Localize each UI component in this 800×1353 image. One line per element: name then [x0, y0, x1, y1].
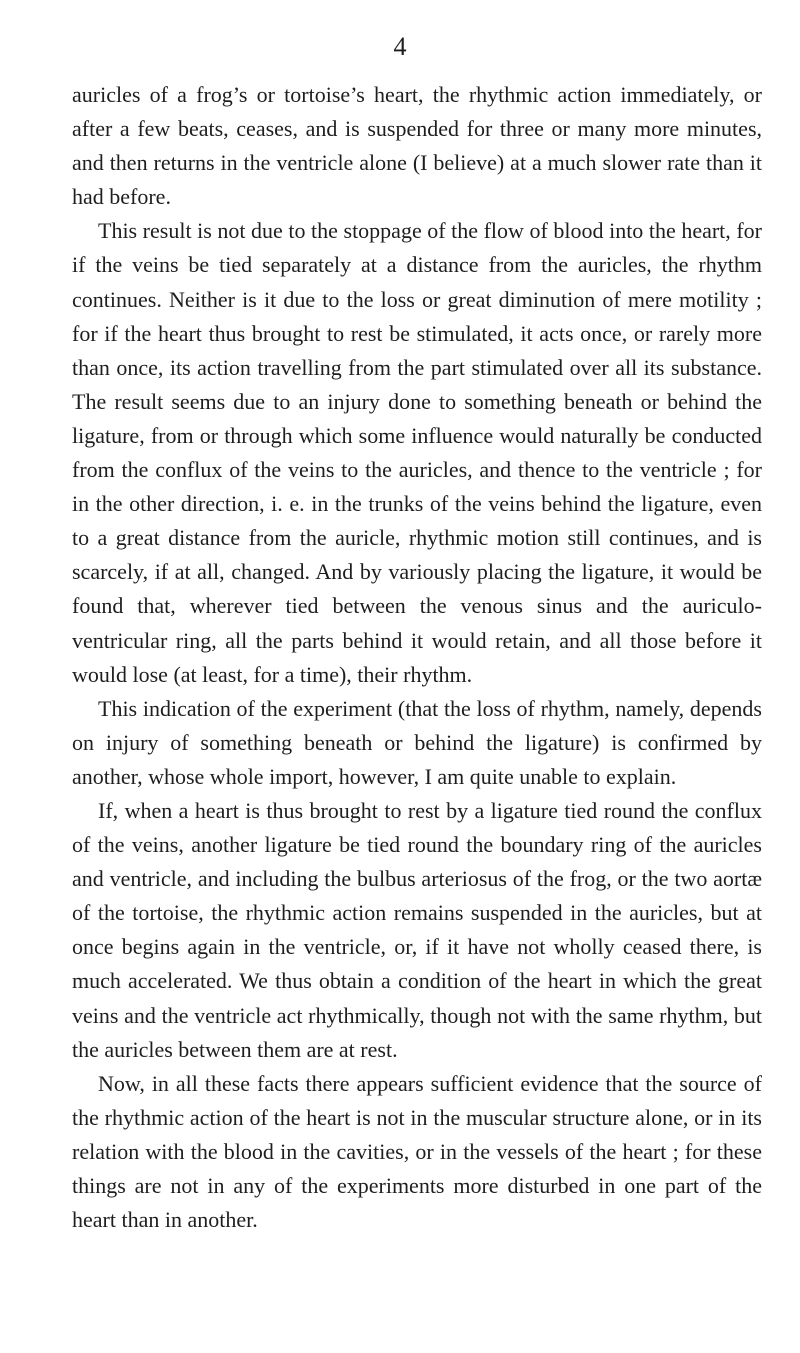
paragraph-1: auricles of a frog’s or tortoise’s heart, the rhythmic action immediately, or after a few beats, ceases, and is suspended for three or many more minutes, and then returns in the ventricle alone (I believe) at a much slower rate than it had before.: [72, 82, 762, 210]
paragraph-2: This result is not due to the stoppage of the flow of blood into the heart, for if the veins be tied separately at a distance from the auricles, the rhythm continues. Neither is it due to the loss or great diminution of mere motility ; for if the heart thus brought to rest be stimulated, it acts once, or rarely more than once, its action travelling from the part stimulated over all its substance. The result seems due to an injury done to something beneath or behind the ligature, from or through which some influence would naturally be conducted from the conflux of the veins to the auricles, and thence to the ventricle ; for in the other direction, i. e. in the trunks of the veins behind the ligature, even to a great distance from the auricle, rhythmic motion still continues, and is scarcely, if at all, changed. And by variously placing the ligature, it would be found that, wherever tied between the venous sinus and the auriculo-ventricular ring, all the parts behind it would retain, and all those before it would lose (at least, for a time), their rhythm.: [72, 218, 762, 687]
paragraph-5: Now, in all these facts there appears sufficient evidence that the source of the rhythmic action of the heart is not in the muscular structure alone, or in its relation with the blood in the cavities, or in the vessels of the heart ; for these things are not in any of the experiments more disturbed in one part of the heart than in another.: [72, 1070, 762, 1233]
page-number: 4: [393, 32, 407, 61]
body-text: [72, 78, 762, 1237]
paragraph-4: If, when a heart is thus brought to rest by a ligature tied round the conflux of the veins, another ligature be tied round the boundary ring of the auricles and ventricle, and including the bulbus arteriosus of the frog, or the two aortæ of the tortoise, the rhythmic action remains suspended in the auricles, but at once begins again in the ventricle, or, if it have not wholly ceased there, is much accelerated. We thus obtain a condition of the heart in which the great veins and the ventricle act rhythmically, though not with the same rhythm, but the auricles between them are at rest.: [72, 797, 762, 1062]
paragraph-3: This indication of the experiment (that the loss of rhythm, namely, depends on injury of something beneath or behind the ligature) is confirmed by another, whose whole import, however, I am quite unable to explain.: [72, 695, 762, 789]
